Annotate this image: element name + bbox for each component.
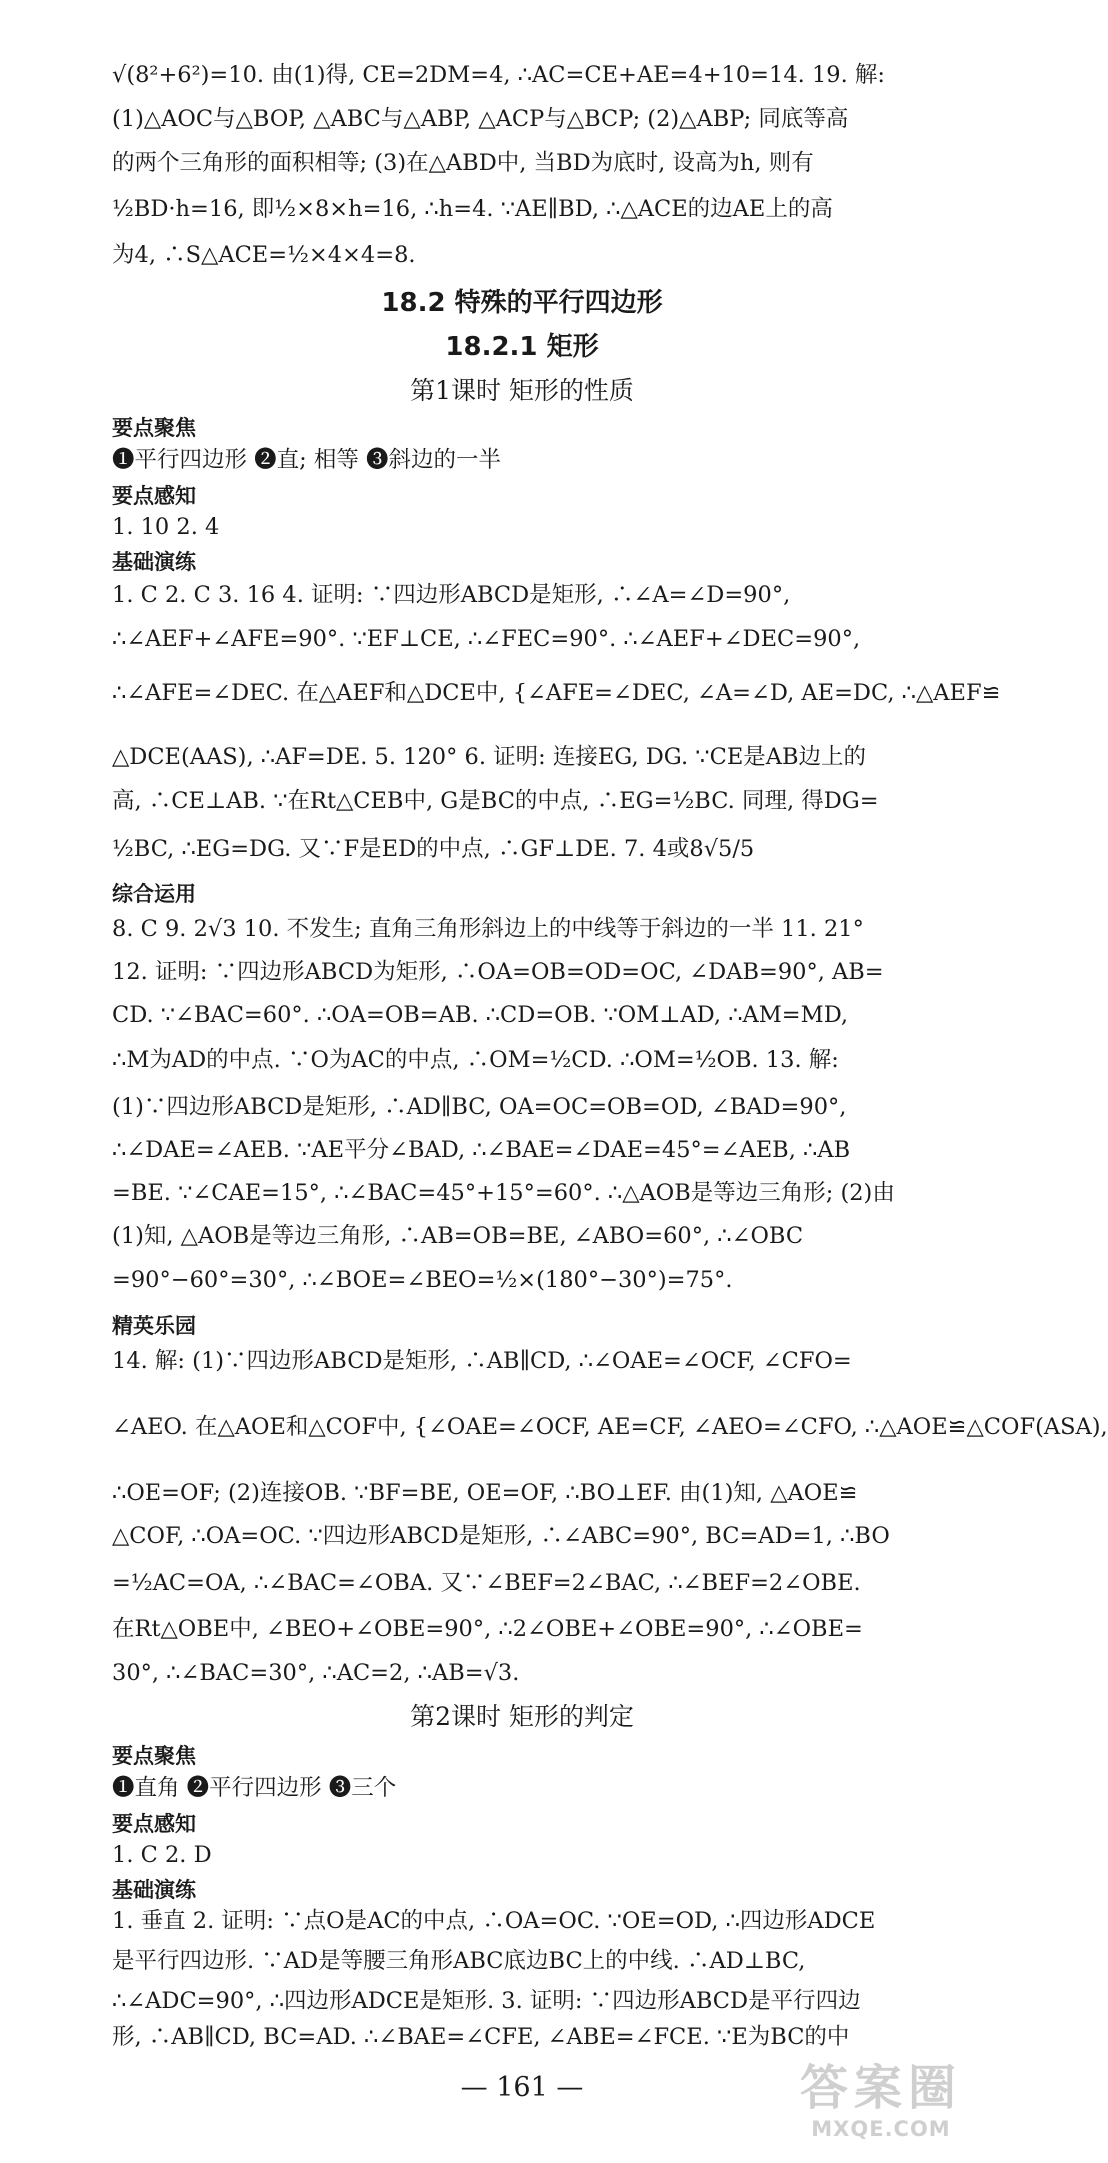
text-line: 在Rt△OBE中, ∠BEO+∠OBE=90°, ∴2∠OBE+∠OBE=90°, ∴∠OBE= xyxy=(112,1616,863,1642)
text-line: (1)∵四边形ABCD是矩形, ∴AD∥BC, OA=OC=OB=OD, ∠BAD=90°, xyxy=(112,1094,847,1120)
heading-key-points: 要点聚焦 xyxy=(112,1744,196,1768)
watermark-text: 答案圈 xyxy=(799,2060,962,2116)
text-line: 的两个三角形的面积相等; (3)在△ABD中, 当BD为底时, 设高为h, 则有 xyxy=(112,150,814,176)
watermark-logo xyxy=(776,2059,986,2151)
text-line: ∴M为AD的中点. ∵O为AC的中点, ∴OM=½CD. ∴OM=½OB. 13. 解: xyxy=(112,1047,839,1073)
heading-basic-practice: 基础演练 xyxy=(112,550,196,574)
heading-key-points: 要点聚焦 xyxy=(112,416,196,440)
text-line: 1. C 2. D xyxy=(112,1842,212,1868)
text-line: ❶直角 ❷平行四边形 ❸三个 xyxy=(112,1775,397,1801)
text-line: 8. C 9. 2√3 10. 不发生; 直角三角形斜边上的中线等于斜边的一半 11. 21° xyxy=(112,916,864,942)
text-line: △DCE(AAS), ∴AF=DE. 5. 120° 6. 证明: 连接EG, DG. ∵CE是AB边上的 xyxy=(112,744,867,770)
text-line: =BE. ∵∠CAE=15°, ∴∠BAC=45°+15°=60°. ∴△AOB是等边三角形; (2)由 xyxy=(112,1180,895,1206)
page-number: — 161 — xyxy=(460,2072,584,2103)
text-line: 1. 垂直 2. 证明: ∵点O是AC的中点, ∴OA=OC. ∵OE=OD, ∴四边形ADCE xyxy=(112,1908,876,1934)
text-line: (1)△AOC与△BOP, △ABC与△ABP, △ACP与△BCP; (2)△ABP; 同底等高 xyxy=(112,106,849,132)
lesson-title: 第1课时 矩形的性质 xyxy=(410,376,634,405)
text-line: =½AC=OA, ∴∠BAC=∠OBA. 又∵∠BEF=2∠BAC, ∴∠BEF=2∠OBE. xyxy=(112,1570,861,1596)
text-line: ∴∠ADC=90°, ∴四边形ADCE是矩形. 3. 证明: ∵四边形ABCD是平行四边 xyxy=(112,1988,861,2014)
text-line: CD. ∵∠BAC=60°. ∴OA=OB=AB. ∴CD=OB. ∵OM⊥AD, ∴AM=MD, xyxy=(112,1002,849,1028)
text-line: 14. 解: (1)∵四边形ABCD是矩形, ∴AB∥CD, ∴∠OAE=∠OCF, ∠CFO= xyxy=(112,1348,852,1374)
text-line: (1)知, △AOB是等边三角形, ∴AB=OB=BE, ∠ABO=60°, ∴∠OBC xyxy=(112,1223,804,1249)
heading-comprehensive: 综合运用 xyxy=(112,882,196,906)
text-line: √(8²+6²)=10. 由(1)得, CE=2DM=4, ∴AC=CE+AE=4+10=14. 19. 解: xyxy=(112,62,885,88)
text-line: ½BD·h=16, 即½×8×h=16, ∴h=4. ∵AE∥BD, ∴△ACE的边AE上的高 xyxy=(112,196,833,222)
heading-perception: 要点感知 xyxy=(112,484,196,508)
text-line: 高, ∴CE⊥AB. ∵在Rt△CEB中, G是BC的中点, ∴EG=½BC. 同理, 得DG= xyxy=(112,788,879,814)
answer-page xyxy=(112,0,1108,2163)
text-line: △COF, ∴OA=OC. ∵四边形ABCD是矩形, ∴∠ABC=90°, BC=AD=1, ∴BO xyxy=(112,1523,890,1549)
subsection-title: 18.2.1 矩形 xyxy=(445,332,599,362)
text-line: 是平行四边形. ∵AD是等腰三角形ABC底边BC上的中线. ∴AD⊥BC, xyxy=(112,1948,806,1974)
text-line: 为4, ∴S△ACE=½×4×4=8. xyxy=(112,242,416,268)
heading-perception: 要点感知 xyxy=(112,1812,196,1836)
heading-elite: 精英乐园 xyxy=(112,1314,196,1338)
text-line: 1. 10 2. 4 xyxy=(112,514,220,540)
text-line: ∴∠AFE=∠DEC. 在△AEF和△DCE中, {∠AFE=∠DEC, ∠A=∠D, AE=DC, ∴△AEF≌ xyxy=(112,680,1001,706)
section-title: 18.2 特殊的平行四边形 xyxy=(381,288,663,318)
text-line: ∠AEO. 在△AOE和△COF中, {∠OAE=∠OCF, AE=CF, ∠AEO=∠CFO, ∴△AOE≌△COF(ASA), xyxy=(112,1414,1108,1440)
text-line: ❶平行四边形 ❷直; 相等 ❸斜边的一半 xyxy=(112,447,502,473)
text-line: 12. 证明: ∵四边形ABCD为矩形, ∴OA=OB=OD=OC, ∠DAB=90°, AB= xyxy=(112,959,884,985)
text-line: ∴∠AEF+∠AFE=90°. ∵EF⊥CE, ∴∠FEC=90°. ∴∠AEF+∠DEC=90°, xyxy=(112,626,861,652)
text-line: 1. C 2. C 3. 16 4. 证明: ∵四边形ABCD是矩形, ∴∠A=∠D=90°, xyxy=(112,582,791,608)
watermark-url: MXQE.COM xyxy=(811,2117,951,2141)
heading-basic-practice: 基础演练 xyxy=(112,1878,196,1902)
text-line: 30°, ∴∠BAC=30°, ∴AC=2, ∴AB=√3. xyxy=(112,1660,520,1686)
text-line: =90°−60°=30°, ∴∠BOE=∠BEO=½×(180°−30°)=75°. xyxy=(112,1267,733,1293)
text-line: 形, ∴AB∥CD, BC=AD. ∴∠BAE=∠CFE, ∠ABE=∠FCE. ∵E为BC的中 xyxy=(112,2024,850,2050)
text-line: ½BC, ∴EG=DG. 又∵F是ED的中点, ∴GF⊥DE. 7. 4或8√5/5 xyxy=(112,836,755,862)
text-line: ∴∠DAE=∠AEB. ∵AE平分∠BAD, ∴∠BAE=∠DAE=45°=∠AEB, ∴AB xyxy=(112,1137,851,1163)
lesson-title: 第2课时 矩形的判定 xyxy=(410,1702,634,1731)
text-line: ∴OE=OF; (2)连接OB. ∵BF=BE, OE=OF, ∴BO⊥EF. 由(1)知, △AOE≌ xyxy=(112,1480,858,1506)
